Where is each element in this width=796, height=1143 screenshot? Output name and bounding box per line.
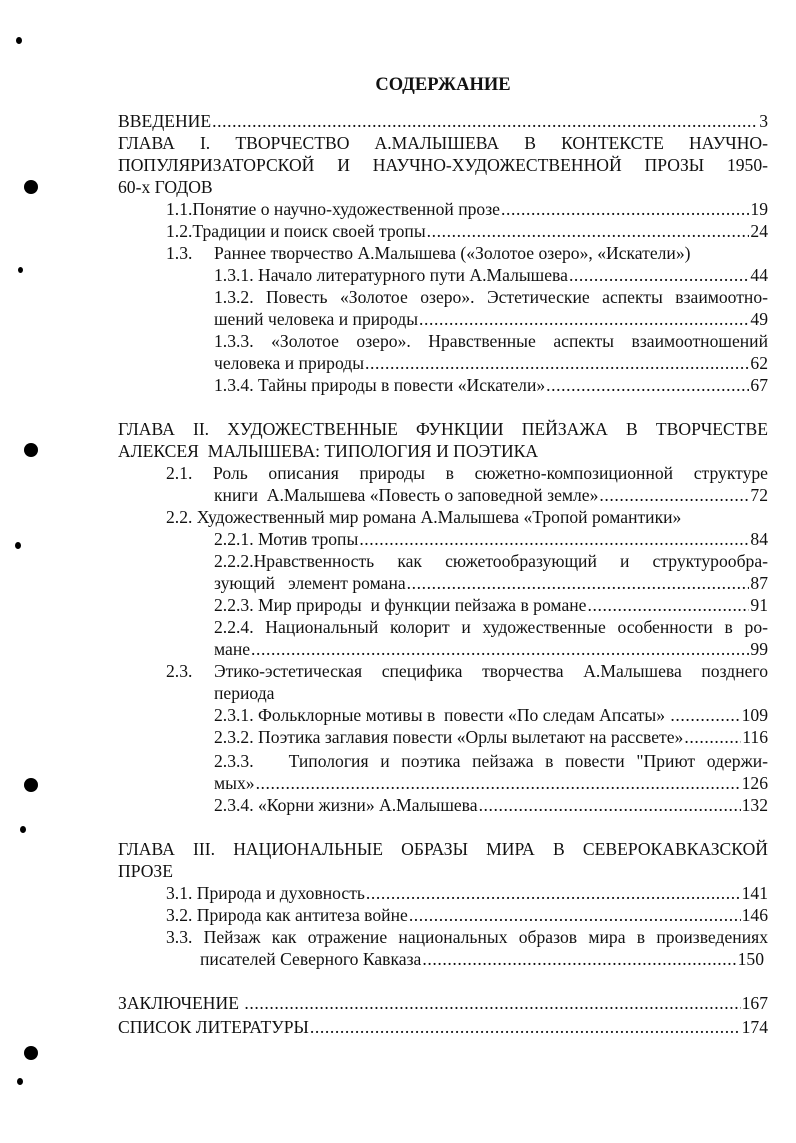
entry-page: 132	[741, 795, 768, 815]
toc-entry-2-3: периода	[214, 683, 275, 703]
scan-speck	[17, 1078, 23, 1085]
toc-entry-3-2	[166, 904, 768, 926]
scan-speck	[15, 542, 21, 549]
entry-label: 2.3.2. Поэтика заглавия повести «Орлы вылетают на рассвете»	[214, 727, 684, 747]
toc-entry-2-3	[166, 660, 768, 682]
entry-page: 146	[741, 905, 768, 925]
entry-label: СПИСОК ЛИТЕРАТУРЫ	[118, 1017, 309, 1037]
toc-entry-2-3-1	[214, 704, 768, 726]
toc-entry-2-2: 2.2. Художественный мир романа А.Малышева «Тропой романтики»	[166, 507, 682, 527]
toc-entry-references	[118, 1016, 768, 1038]
entry-label: ВВЕДЕНИЕ	[118, 111, 212, 131]
entry-page: 91	[750, 595, 768, 615]
toc-entry-2-3-2	[214, 726, 768, 748]
scan-speck	[20, 826, 26, 833]
toc-entry-2-3-3	[214, 772, 768, 794]
toc-entry-1-2	[166, 220, 768, 242]
entry-label: 3.1. Природа и духовность	[166, 883, 365, 903]
toc-entry-1-3-3: 1.3.3. «Золотое озеро». Нравственные аспекты взаимоотношений	[214, 331, 768, 351]
entry-page: 99	[750, 639, 768, 659]
entry-number: 1.3.	[166, 243, 193, 263]
entry-number: 1.2.	[166, 221, 193, 241]
toc-entry-2-1	[214, 484, 768, 506]
entry-page: 174	[741, 1017, 768, 1037]
entry-page: 72	[750, 485, 768, 505]
entry-label: шений человека и природы	[214, 309, 419, 329]
toc-entry-2-2-1	[214, 528, 768, 550]
chapter-1-heading: ГЛАВА I. ТВОРЧЕСТВО А.МАЛЫШЕВА В КОНТЕКСТЕ НАУЧНО-	[118, 133, 768, 153]
toc-entry-1-3-4	[214, 374, 768, 396]
toc-entry-3-3: 3.3. Пейзаж как отражение национальных образов мира в произведениях	[166, 927, 768, 947]
toc-entry-1-3	[166, 242, 691, 264]
entry-page: 150	[737, 949, 764, 969]
entry-page: 87	[750, 573, 768, 593]
binder-hole	[24, 443, 38, 457]
entry-label: человека и природы	[214, 353, 365, 373]
entry-number: 1.1.	[166, 199, 193, 219]
entry-page: 141	[741, 883, 768, 903]
entry-page: 49	[750, 309, 768, 329]
toc-entry-2-2-2	[214, 572, 768, 594]
entry-page: 19	[750, 199, 768, 219]
toc-entry-1-1	[166, 198, 768, 220]
toc-entry-2-1: 2.1. Роль описания природы в сюжетно-композиционной структуре	[166, 463, 768, 483]
chapter-3-heading: ГЛАВА III. НАЦИОНАЛЬНЫЕ ОБРАЗЫ МИРА В СЕВЕРОКАВКАЗСКОЙ	[118, 839, 768, 859]
entry-page: 24	[750, 221, 768, 241]
toc-entry-1-3-1	[214, 264, 768, 286]
entry-label: Традиции и поиск своей тропы	[192, 221, 426, 241]
toc-entry-2-2-2: 2.2.2.Нравственность как сюжетообразующий и структурообра-	[214, 551, 768, 571]
entry-label: Понятие о научно-художественной прозе	[192, 199, 500, 219]
entry-page: 84	[750, 529, 768, 549]
entry-page: 44	[750, 265, 768, 285]
entry-label: мане	[214, 639, 251, 659]
entry-label: 2.3.1. Фольклорные мотивы в повести «По следам Апсаты»	[214, 705, 670, 725]
chapter-1-heading: 60-х ГОДОВ	[118, 177, 213, 197]
entry-label: Этико-эстетическая специфика творчества А.Малышева позднего	[214, 661, 768, 681]
chapter-3-heading: ПРОЗЕ	[118, 861, 173, 881]
scan-speck	[18, 267, 23, 273]
toc-entry-1-3-2	[214, 308, 768, 330]
toc-entry-1-3-3	[214, 352, 768, 374]
chapter-2-heading: АЛЕКСЕЯ МАЛЫШЕВА: ТИПОЛОГИЯ И ПОЭТИКА	[118, 441, 539, 461]
entry-label: 1.3.4. Тайны природы в повести «Искатели»	[214, 375, 546, 395]
chapter-2-heading: ГЛАВА II. ХУДОЖЕСТВЕННЫЕ ФУНКЦИИ ПЕЙЗАЖА В ТВОРЧЕСТВЕ	[118, 419, 768, 439]
toc-entry-2-2-3	[214, 594, 768, 616]
entry-page: 3	[759, 111, 768, 131]
entry-page: 116	[742, 727, 768, 747]
binder-hole	[24, 180, 38, 194]
entry-label: писателей Северного Кавказа	[200, 949, 422, 969]
toc-entry-2-3-4	[214, 794, 768, 816]
binder-hole	[24, 778, 38, 792]
scan-speck	[16, 37, 22, 44]
entry-page: 126	[741, 773, 768, 793]
entry-page: 62	[750, 353, 768, 373]
entry-label: книги А.Малышева «Повесть о заповедной земле»	[214, 485, 599, 505]
entry-page: 167	[741, 993, 768, 1013]
toc-entry-3-3	[200, 948, 764, 970]
entry-page: 109	[741, 705, 768, 725]
toc-entry-2-2-4: 2.2.4. Национальный колорит и художественные особенности в ро-	[214, 617, 768, 637]
toc-entry-intro	[118, 110, 768, 132]
toc-entry-1-3-2: 1.3.2. Повесть «Золотое озеро». Эстетические аспекты взаимоотно-	[214, 287, 768, 307]
toc-entry-2-2-4	[214, 638, 768, 660]
page-title: СОДЕРЖАНИЕ	[375, 75, 511, 95]
entry-label: мых»	[214, 773, 255, 793]
entry-number: 2.3.	[166, 661, 193, 681]
entry-label: ЗАКЛЮЧЕНИЕ	[118, 993, 244, 1013]
toc-entry-3-1	[166, 882, 768, 904]
entry-label: 1.3.1. Начало литературного пути А.Малышева	[214, 265, 568, 285]
entry-page: 67	[750, 375, 768, 395]
entry-label: зующий элемент романа	[214, 573, 406, 593]
entry-label: 2.3.4. «Корни жизни» А.Малышева	[214, 795, 478, 815]
toc-entry-2-3-3: 2.3.3. Типология и поэтика пейзажа в повести "Приют одержи-	[214, 751, 768, 771]
entry-label: Раннее творчество А.Малышева («Золотое озеро», «Искатели»)	[214, 243, 691, 263]
entry-label: 3.2. Природа как антитеза войне	[166, 905, 408, 925]
entry-label: 2.2.3. Мир природы и функции пейзажа в романе	[214, 595, 587, 615]
binder-hole	[24, 1046, 38, 1060]
entry-label: 2.2.1. Мотив тропы	[214, 529, 359, 549]
toc-entry-conclusion	[118, 992, 768, 1014]
chapter-1-heading: ПОПУЛЯРИЗАТОРСКОЙ И НАУЧНО-ХУДОЖЕСТВЕННОЙ ПРОЗЫ 1950-	[118, 155, 768, 175]
